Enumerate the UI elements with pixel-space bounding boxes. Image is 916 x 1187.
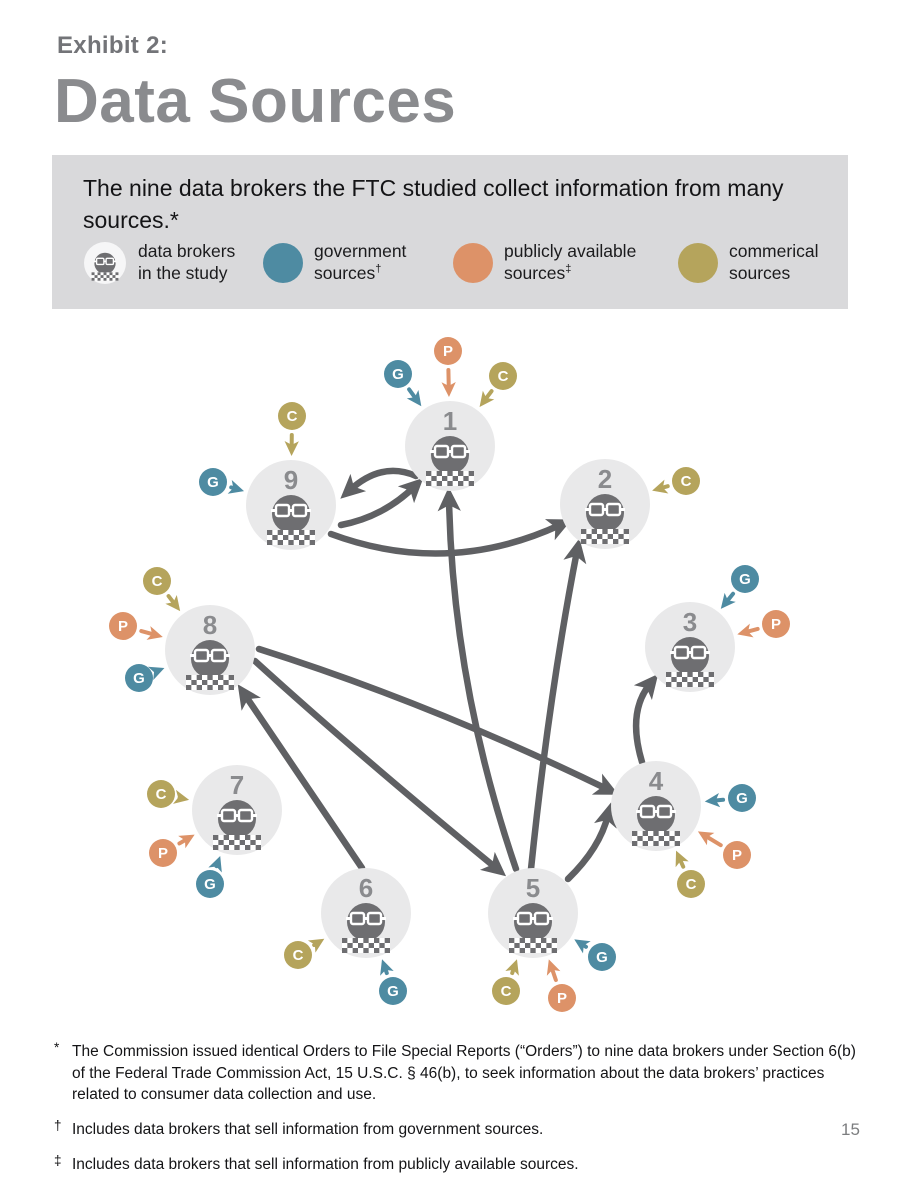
- source-badge-commercial-node-7: [147, 780, 181, 808]
- broker-number: 7: [229, 770, 245, 800]
- legend-text: sources: [729, 262, 791, 283]
- broker-node-6: [321, 868, 411, 958]
- broker-node-7: [192, 765, 282, 855]
- source-letter: C: [685, 876, 697, 893]
- source-letter: G: [387, 983, 399, 1000]
- flow-arrow-9-to-1: [341, 487, 414, 525]
- legend-text: sources: [314, 262, 376, 283]
- source-letter: P: [770, 616, 782, 633]
- footnote-marker: †: [54, 1118, 62, 1134]
- broker-node-1: [405, 401, 495, 491]
- source-arrow: [217, 864, 218, 867]
- source-arrow: [512, 967, 514, 973]
- source-badge-commercial-node-8: [143, 567, 175, 605]
- source-letter: P: [731, 847, 743, 864]
- source-letter: G: [739, 571, 751, 588]
- source-badge-government-node-7: [196, 864, 224, 898]
- source-badge-public-node-7: [149, 839, 188, 867]
- source-badge-public-node-5: [548, 967, 576, 1012]
- source-arrow: [385, 967, 387, 973]
- legend-text: publicly available: [504, 241, 637, 261]
- footnote-text: The Commission issued identical Orders to File Special Reports (“Orders”) to nine data brokers under Section 6(b) of the Federal Trade Commission Act, 15 U.S.C. § 46(b), to seek information about the data brokers’ practices related to consumer data collection and use.: [72, 1043, 856, 1104]
- source-letter: G: [596, 949, 608, 966]
- source-badge-commercial-node-4: [677, 858, 705, 898]
- source-arrow: [660, 486, 668, 488]
- source-letter: C: [286, 408, 298, 425]
- source-badge-commercial-node-6: [284, 941, 318, 969]
- flow-arrow-4-to-3: [636, 684, 650, 762]
- source-arrow: [713, 800, 723, 801]
- footnote-dagger: [54, 1119, 862, 1141]
- legend-text: data brokers: [138, 241, 236, 262]
- source-badge-government-node-3: [726, 565, 759, 603]
- footnote-text: Includes data brokers that sell information from publicly available sources.: [72, 1155, 579, 1173]
- broker-number: 2: [597, 464, 613, 494]
- footnote-asterisk: [54, 1041, 862, 1106]
- source-letter: G: [392, 366, 404, 383]
- source-arrow: [314, 943, 317, 945]
- legend-text: commerical: [729, 241, 819, 261]
- broker-number: 3: [682, 607, 698, 637]
- source-arrow: [169, 596, 176, 605]
- source-letter: G: [133, 670, 145, 687]
- broker-number: 4: [648, 766, 664, 796]
- broker-number: 5: [525, 873, 541, 903]
- source-letter: C: [500, 983, 512, 1000]
- footnotes: [54, 1041, 862, 1187]
- footnote-marker: ‡: [54, 1152, 62, 1168]
- source-arrow: [231, 487, 236, 489]
- source-badge-commercial-node-2: [660, 467, 700, 495]
- legend-text: government: [314, 241, 407, 261]
- source-letter: C: [155, 786, 167, 803]
- source-badge-commercial-node-9: [278, 402, 306, 448]
- broker-node-3: [645, 602, 735, 692]
- broker-number: 8: [202, 610, 218, 640]
- broker-number: 1: [442, 406, 458, 436]
- page-title: Data Sources: [54, 67, 457, 136]
- source-badge-public-node-8: [109, 612, 155, 640]
- exhibit-label: Exhibit 2:: [57, 32, 169, 59]
- source-badge-commercial-node-5: [492, 967, 520, 1005]
- broker-node-9: [246, 460, 336, 550]
- flow-arrow-5-to-4: [568, 815, 608, 879]
- broker-node-5: [488, 868, 578, 958]
- source-arrow: [745, 629, 758, 632]
- source-letter: G: [736, 790, 748, 807]
- broker-number: 6: [358, 873, 374, 903]
- source-letter: P: [442, 343, 454, 360]
- source-letter: G: [204, 876, 216, 893]
- source-letter: C: [497, 368, 509, 385]
- footnote-text: Includes data brokers that sell information from government sources.: [72, 1121, 544, 1139]
- source-badge-public-node-3: [745, 610, 790, 638]
- source-letter: P: [157, 845, 169, 862]
- source-arrow: [179, 839, 187, 844]
- footnote-marker: †: [375, 262, 382, 275]
- source-badge-public-node-4: [705, 836, 751, 869]
- source-badge-government-node-5: [581, 943, 616, 971]
- flow-arrow-5-to-2: [531, 551, 577, 869]
- source-letter: G: [207, 474, 219, 491]
- source-badge-government-node-6: [379, 967, 407, 1005]
- source-badge-government-node-1: [384, 360, 417, 400]
- source-letter: C: [292, 947, 304, 964]
- broker-node-2: [560, 459, 650, 549]
- broker-number: 9: [283, 465, 299, 495]
- source-badge-government-node-4: [713, 784, 756, 812]
- source-badge-government-node-8: [125, 664, 157, 692]
- source-arrow: [551, 967, 555, 980]
- source-arrow: [679, 858, 683, 867]
- flow-arrow-9-to-2: [331, 525, 560, 553]
- source-arrow: [726, 594, 733, 603]
- source-badge-government-node-9: [199, 468, 236, 496]
- source-letter: C: [151, 573, 163, 590]
- source-badge-commercial-node-1: [484, 362, 517, 401]
- source-arrow: [409, 389, 417, 399]
- legend-text: sources: [504, 262, 566, 283]
- source-letter: P: [117, 618, 129, 635]
- source-arrow: [581, 944, 586, 947]
- source-arrow: [484, 391, 491, 400]
- broker-node-4: [611, 761, 701, 851]
- footnote-marker: *: [54, 1040, 60, 1055]
- broker-node-8: [165, 605, 255, 695]
- source-letter: C: [680, 473, 692, 490]
- footnote-double-dagger: [54, 1154, 862, 1176]
- legend-text: in the study: [138, 263, 228, 283]
- flow-arrow-1-to-9: [350, 471, 416, 490]
- source-letter: P: [556, 990, 568, 1007]
- intro-text: The nine data brokers the FTC studied collect information from many sources.*: [83, 175, 784, 233]
- footnote-marker: ‡: [565, 262, 572, 275]
- source-arrow: [705, 836, 721, 846]
- source-badge-public-node-1: [434, 337, 462, 389]
- page-number: 15: [841, 1120, 860, 1139]
- source-arrow: [141, 631, 155, 635]
